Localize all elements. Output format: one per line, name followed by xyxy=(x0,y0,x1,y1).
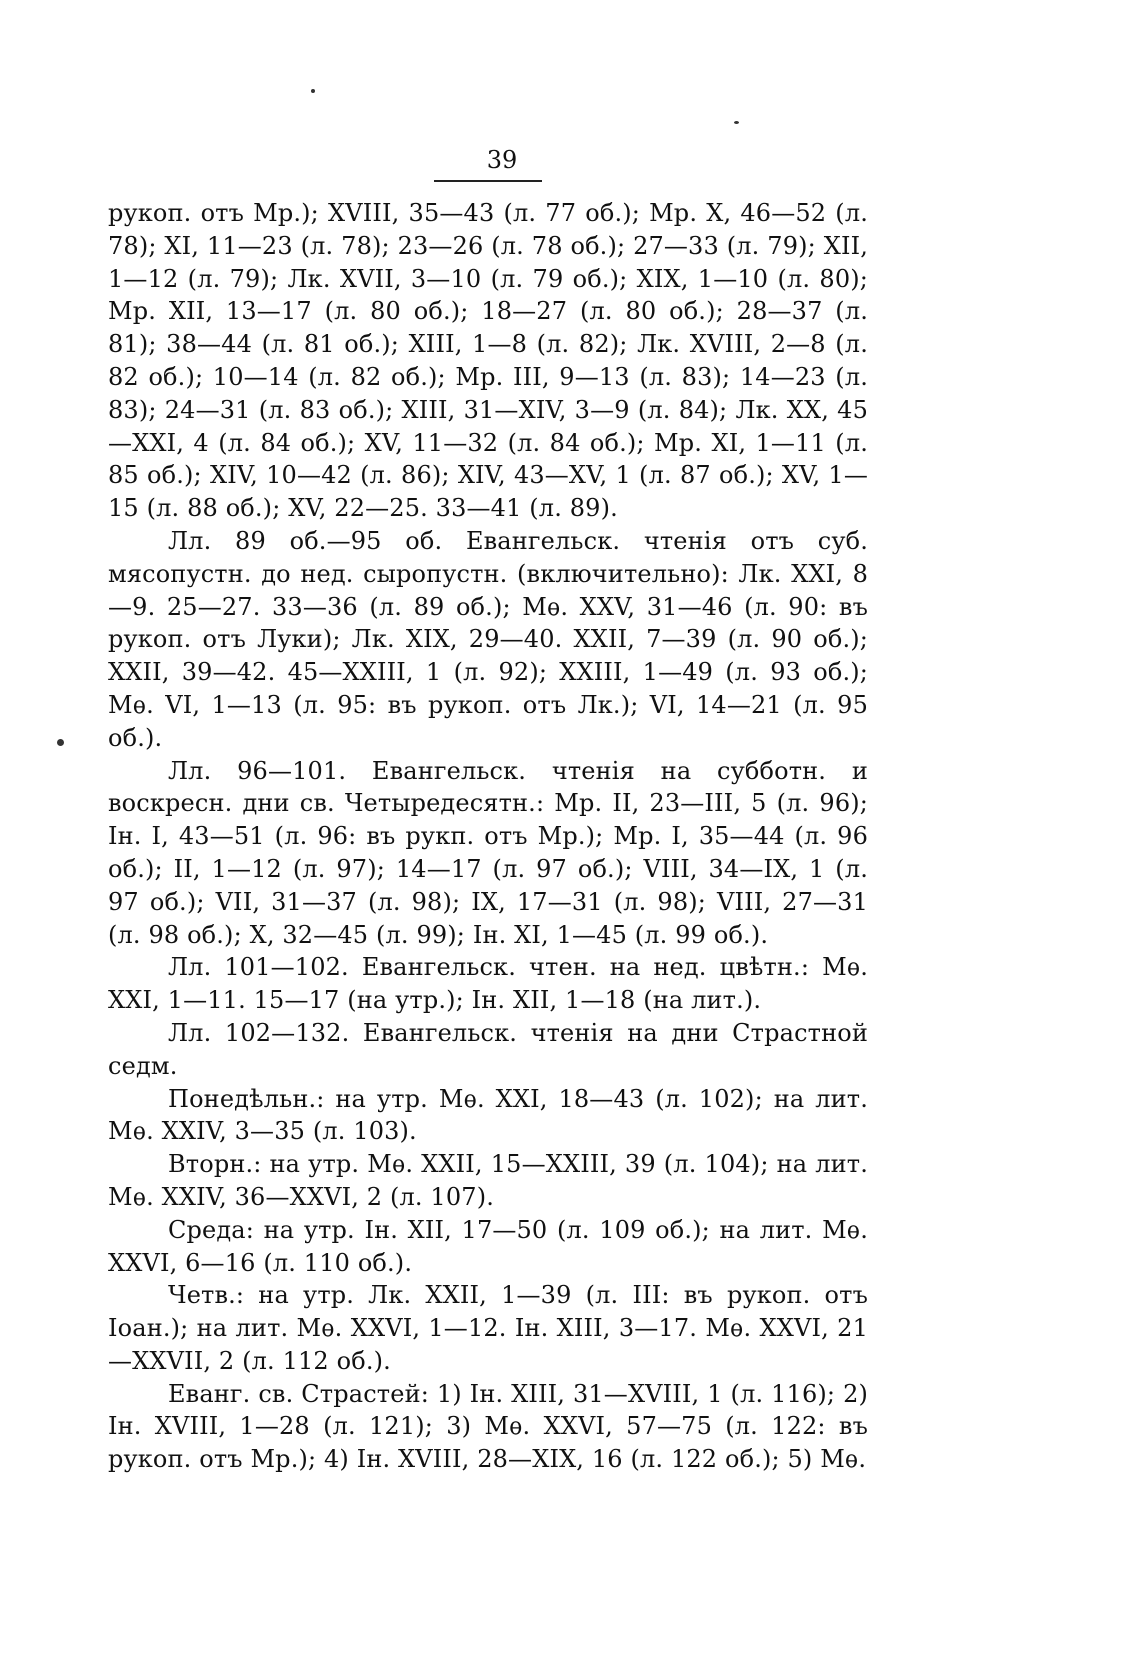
body-text xyxy=(108,197,868,1476)
paragraph-passion-gospels: Еванг. св. Страстей: 1) Ін. XIII, 31—XVIII, 1 (л. 116); 2) Ін. XVIII, 1—28 (л. 121); 3) Мѳ. XXVI, 57—75 (л. 122: въ рукоп. отъ Мр.); 4) Ін. XVIII, 28—XIX, 16 (л. 122 об.); 5) Мѳ. xyxy=(108,1379,868,1474)
paragraph-palm-sunday: Лл. 101—102. Евангельск. чтен. на нед. цвѣтн.: Мѳ. XXI, 1—11. 15—17 (на утр.); Ін. XII, 1—18 (на лит.). xyxy=(108,953,868,1015)
speck-top xyxy=(311,89,315,93)
paragraph-holy-week: Лл. 102—132. Евангельск. чтенія на дни Страстной седм. xyxy=(108,1018,868,1080)
paragraph-continuation: рукоп. отъ Мр.); XVIII, 35—43 (л. 77 об.); Мр. X, 46—52 (л. 78); XI, 11—23 (л. 78); 23—26 (л. 78 об.); 27—33 (л. 79); XII, 1—12 (л. 79); Лк. XVII, 3—10 (л. 79 об.); XIX, 1—10 (л. 80); Мр. XII, 13—17 (л. 80 об.); 18—27 (л. 80 об.); 28—37 (л. 81); 38—44 (л. 81 об.); XIII, 1—8 (л. 82); Лк. XVIII, 2—8 (л. 82 об.); 10—14 (л. 82 об.); Мр. III, 9—13 (л. 83); 14—23 (л. 83); 24—31 (л. 83 об.); XIII, 31—XIV, 3—9 (л. 84); Лк. XX, 45—XXI, 4 (л. 84 об.); XV, 11—32 (л. 84 об.); Мр. XI, 1—11 (л. 85 об.); XIV, 10—42 (л. 86); XIV, 43—XV, 1 (л. 87 об.); XV, 1—15 (л. 88 об.); XV, 22—25. 33—41 (л. 89). xyxy=(108,199,868,523)
paragraph-lectionary-meatfare: Лл. 89 об.—95 об. Евангельск. чтенія отъ суб. мясопустн. до нед. сыропустн. (включительно): Лк. XXI, 8—9. 25—27. 33—36 (л. 89 об.); Мѳ. XXV, 31—46 (л. 90: въ рукоп. отъ Луки); Лк. XIX, 29—40. XXII, 7—39 (л. 90 об.); XXII, 39—42. 45—XXIII, 1 (л. 92); XXIII, 1—49 (л. 93 об.); Мѳ. VI, 1—13 (л. 95: въ рукоп. отъ Лк.); VI, 14—21 (л. 95 об.). xyxy=(108,526,868,752)
paragraph-lectionary-lent: Лл. 96—101. Евангельск. чтенія на субботн. и воскресн. дни св. Четыредесятн.: Мр. II, 23—III, 5 (л. 96); Ін. I, 43—51 (л. 96: въ рукп. отъ Мр.); Мр. I, 35—44 (л. 96 об.); II, 1—12 (л. 97); 14—17 (л. 97 об.); VIII, 34—IX, 1 (л. 97 об.); VII, 31—37 (л. 98); IX, 17—31 (л. 98); VIII, 27—31 (л. 98 об.); X, 32—45 (л. 99); Ін. XI, 1—45 (л. 99 об.). xyxy=(108,756,868,949)
paragraph-wednesday: Среда: на утр. Ін. XII, 17—50 (л. 109 об.); на лит. Мѳ. XXVI, 6—16 (л. 110 об.). xyxy=(108,1215,868,1277)
paragraph-monday: Понедѣльн.: на утр. Мѳ. XXI, 18—43 (л. 102); на лит. Мѳ. XXIV, 3—35 (л. 103). xyxy=(108,1084,868,1146)
page-number-rule xyxy=(434,180,542,182)
paragraph-tuesday: Вторн.: на утр. Мѳ. XXII, 15—XXIII, 39 (л. 104); на лит. Мѳ. XXIV, 36—XXVI, 2 (л. 107). xyxy=(108,1150,868,1211)
paragraph-thursday: Четв.: на утр. Лк. XXII, 1—39 (л. III: въ рукоп. отъ Іоан.); на лит. Мѳ. XXVI, 1—12. Ін. XIII, 3—17. Мѳ. XXVI, 21—XXVII, 2 (л. 112 об.). xyxy=(108,1281,868,1375)
page-number: 39 xyxy=(486,146,518,174)
speck-margin-left xyxy=(57,739,64,746)
speck-right xyxy=(734,121,739,124)
